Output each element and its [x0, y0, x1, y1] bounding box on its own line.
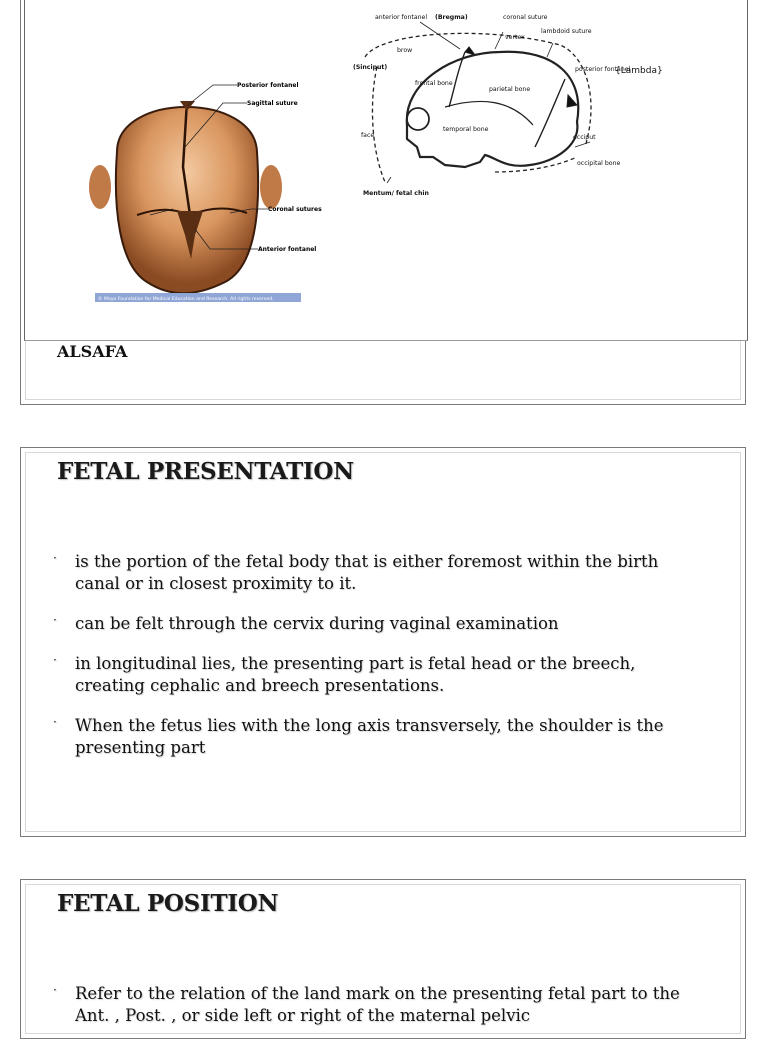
label-posterior-fontanel: Posterior fontanel	[237, 82, 299, 89]
label-mentum: Mentum/ fetal chin	[363, 190, 429, 197]
bullet-text: is the portion of the fetal body that is either foremost within the birth canal or in closest proximity to it.	[75, 552, 659, 593]
label-sagittal-suture: Sagittal suture	[247, 100, 298, 107]
label-frontal-bone: frontal bone	[415, 80, 453, 87]
label-sinciput: (Sinciput)	[353, 64, 388, 71]
author-label: ALSAFA	[57, 342, 128, 361]
bullet-dot: ·	[53, 613, 57, 627]
side-view-labels	[353, 14, 663, 197]
anterior-fontanel-mark	[465, 47, 475, 55]
image-panel	[24, 0, 748, 341]
slide-fetal-position	[20, 879, 746, 1039]
dashed-arc-face	[372, 67, 385, 182]
leader-lambdoid-side	[547, 43, 553, 57]
bullet-item	[53, 613, 705, 635]
credit-text: © Mayo Foundation for Medical Education and Research. All rights reserved.	[98, 297, 274, 302]
label-anterior-fontanel: Anterior fontanel	[258, 246, 317, 253]
label-face: face	[361, 132, 375, 139]
bullet-dot: ·	[53, 551, 57, 565]
label-lambdoid-suture: lambdoid suture	[541, 28, 592, 35]
label-posterior-fontanel-side: posterior fontanel	[575, 66, 631, 73]
label-brow: brow	[397, 47, 413, 54]
bullet-dot: ·	[53, 715, 57, 729]
label-bregma: (Bregma)	[435, 14, 468, 21]
label-coronal-suture-side: coronal suture	[503, 14, 548, 21]
skull-figures	[25, 0, 747, 340]
bullet-item	[53, 983, 705, 1027]
bullet-dot: ·	[53, 983, 57, 997]
bullet-dot: ·	[53, 653, 57, 667]
bullet-text: Refer to the relation of the land mark on the presenting fetal part to the Ant. , Post. , or side left or right of the maternal pelvic	[75, 984, 680, 1025]
bullet-item	[53, 653, 705, 697]
slide-title: FETAL PRESENTATION	[57, 458, 354, 485]
label-occiput: occiput	[573, 134, 596, 141]
left-ear	[89, 165, 111, 209]
temporal-suture-side	[445, 101, 533, 125]
bullet-item	[53, 715, 705, 759]
bullet-list	[53, 983, 705, 1045]
leader-occipital-side	[575, 142, 590, 147]
leader-posterior-fontanel	[188, 85, 237, 105]
label-lambda: {Lambda}	[615, 66, 663, 76]
label-coronal-sutures: Coronal sutures	[268, 206, 322, 213]
bullet-list	[53, 551, 705, 777]
slide-title: FETAL POSITION	[57, 890, 279, 917]
bullet-item	[53, 551, 705, 595]
label-temporal-bone: temporal bone	[443, 126, 489, 133]
slide-skull-diagrams	[20, 0, 746, 405]
bullet-text: can be felt through the cervix during vaginal examination	[75, 614, 559, 633]
bullet-text: in longitudinal lies, the presenting part is fetal head or the breech, creating cephalic and breech presentations.	[75, 654, 636, 695]
right-ear	[260, 165, 282, 209]
orbit	[407, 108, 429, 130]
top-view-skull	[89, 82, 322, 302]
label-parietal-bone: parietal bone	[489, 86, 531, 93]
lambdoid-suture-side	[535, 79, 565, 147]
label-vertex: vertex	[505, 34, 525, 41]
label-occipital-bone: occipital bone	[577, 160, 621, 167]
leader-mentum	[387, 177, 391, 183]
bullet-text: When the fetus lies with the long axis transversely, the shoulder is the presenting part	[75, 716, 664, 757]
slide-fetal-presentation	[20, 447, 746, 837]
posterior-fontanel-mark	[567, 95, 577, 107]
label-anterior-fontanel-side: anterior fontanel	[375, 14, 428, 21]
